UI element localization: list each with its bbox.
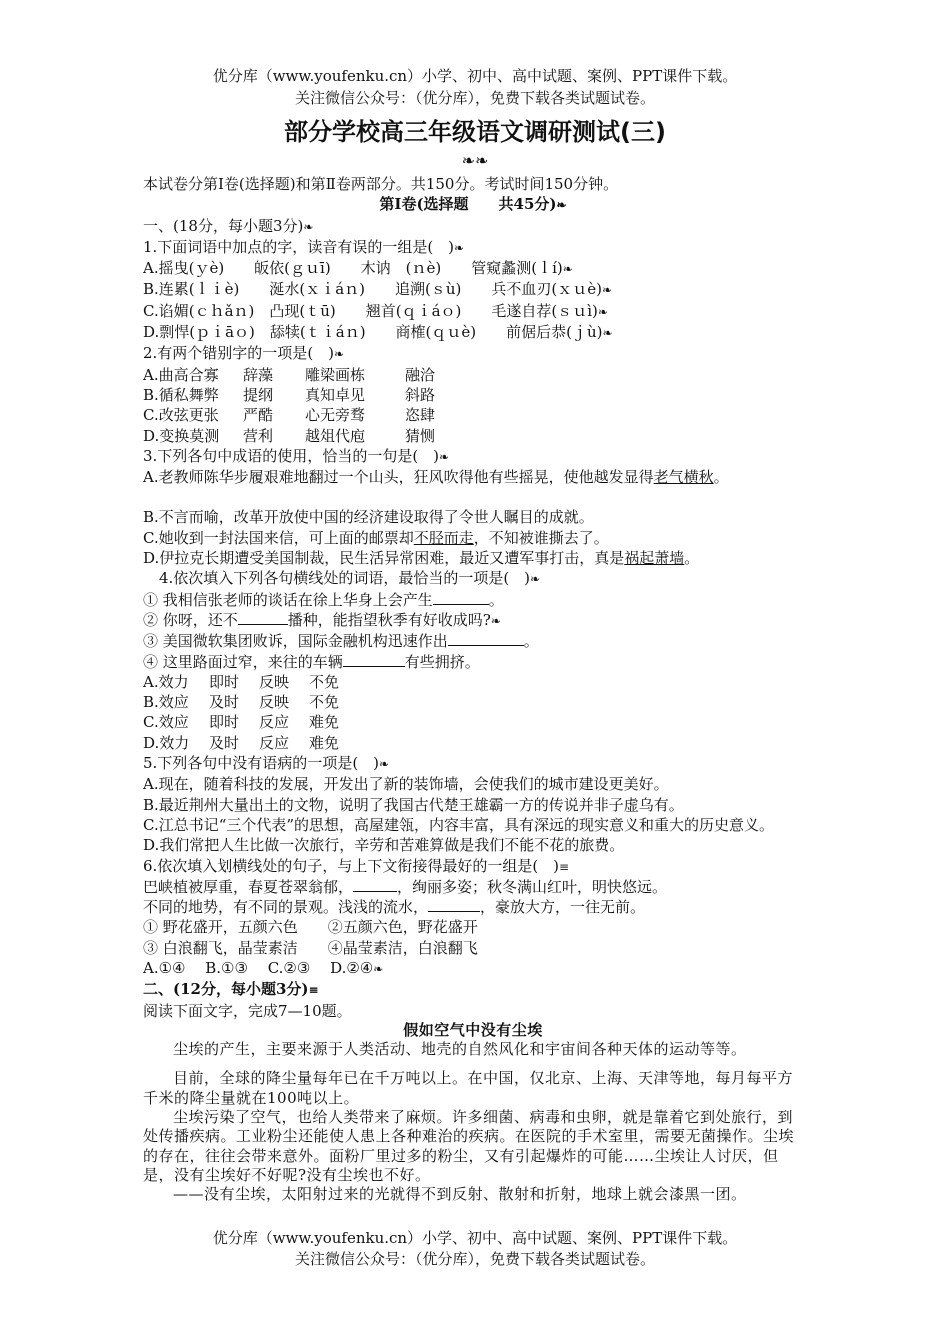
article-paragraph-2: 目前，全球的降尘量每年已在千万吨以上。在中国，仅北京、上海、天津等地，每月每平方千米的降尘量就在100吨以上。 (143, 1069, 794, 1107)
question-1-option-b: B.连累(ｌｉè) 涎水(ｘｉáｎ) 追溯(ｓù) 兵不血刃(ｘｕè)❧ (143, 280, 613, 299)
question-5-option-b: B.最近荆州大量出土的文物，说明了我国古代楚王雄霸一方的传说并非子虚乌有。 (143, 795, 684, 814)
article-paragraph-4: ——没有尘埃，太阳射过来的光就得不到反射、散射和折射，地球上就会漆黑一团。 (173, 1185, 747, 1204)
question-4-sentence-3: ③ 美国微软集团败诉，国际金融机构迅速作出 。 (143, 632, 539, 651)
question-3-option-d: D.伊拉克长期遭受美国制裁，民生活异常困难，最近又遭军事打击，真是祸起萧墙。 (143, 549, 700, 568)
leaf-mark-icon: ❧ (373, 961, 384, 976)
question-4-sentence-1: ① 我相信张老师的谈话在徐上华身上会产生 。 (143, 590, 504, 609)
question-2-stem: 2.有两个错别字的一项是( )❧ (143, 344, 345, 363)
ornament-icon: ❧❧ (461, 151, 489, 170)
leaf-mark-icon: ❧ (530, 572, 541, 587)
question-6-stem: 6.依次填入划横线处的句子，与上下文衔接得最好的一组是( )≡ (143, 856, 570, 875)
question-6-passage-2: 不同的地势，有不同的景观。浅浅的流水， ，豪放大方，一往无前。 (143, 898, 646, 917)
question-2-option-a: A.曲高合寡 辞藻 雕梁画栋 融洽 (143, 365, 436, 384)
question-1-option-c: C.谄媚(ｃｈǎｎ) 凸现(ｔū) 翘首(ｑｉáｏ) 毛遂自荐(ｓｕì)❧ (143, 301, 608, 320)
question-2-option-d: D.变换莫测 营利 越俎代庖 猜恻 (143, 426, 436, 445)
header-line-1: 优分库（www.youfenku.cn）小学、初中、高中试题、案例、PPT课件下载。 (212, 67, 738, 85)
question-2-option-c: C.改弦更张 严酷 心无旁骛 恣肆 (143, 406, 436, 425)
question-4-option-b: B.效应 及时 反映 不免 (143, 693, 340, 712)
leaf-mark-icon: ❧ (334, 347, 345, 362)
question-3-option-c: C.她收到一封法国来信，可上面的邮票却不胫而走，不知被谁撕去了。 (143, 528, 609, 547)
part-one-heading: 一、(18分，每小题3分)❧ (143, 216, 314, 235)
part-two-heading: 二、(12分，每小题3分)≡ (143, 980, 319, 999)
question-4-sentence-2: ② 你呀，还不 播种，能指望秋季有好收成吗?❧ (143, 610, 501, 629)
question-4-option-a: A.效力 即时 反映 不免 (143, 672, 340, 691)
leaf-mark-icon: ❧ (490, 613, 501, 628)
article-paragraph-1: 尘埃的产生，主要来源于人类活动、地壳的自然风化和宇宙间各种天体的运动等等。 (173, 1040, 747, 1059)
question-1-stem: 1.下面词语中加点的字，读音有误的一组是( )❧ (143, 237, 465, 256)
question-5-option-a: A.现在，随着科技的发展，开发出了新的装饰墙，会使我们的城市建设更美好。 (143, 775, 669, 794)
question-5-stem: 5.下列各句中没有语病的一项是( )❧ (143, 754, 390, 773)
question-4-option-c: C.效应 即时 反应 难免 (143, 713, 340, 732)
leaf-mark-icon: ❧ (562, 262, 573, 277)
page-title: 部分学校高三年级语文调研测试(三) (284, 118, 666, 146)
leaf-mark-icon: ❧ (439, 449, 450, 464)
leaf-mark-icon: ❧ (602, 326, 613, 341)
leaf-mark-icon: ❧ (303, 219, 314, 234)
section-heading: 第Ⅰ卷(选择题 共45分)❧ (379, 195, 567, 214)
question-4-option-d: D.效力 及时 反应 难免 (143, 733, 340, 752)
question-2-option-b: B.循私舞弊 提纲 真知卓见 斜路 (143, 385, 436, 404)
question-6-choices-1: ① 野花盛开，五颜六色 ②五颜六色，野花盛开 (143, 918, 478, 937)
equiv-mark-icon: ≡ (308, 983, 319, 998)
question-6-choices-2: ③ 白浪翻飞，晶莹素洁 ④晶莹素洁，白浪翻飞 (143, 938, 478, 957)
question-3-option-b: B.不言而喻，改革开放使中国的经济建设取得了令世人瞩目的成就。 (143, 508, 594, 527)
question-5-option-c: C.江总书记“三个代表”的思想，高屋建瓴，内容丰富，具有深远的现实意义和重大的历史意义。 (143, 815, 775, 834)
question-5-option-d: D.我们常把人生比做一次旅行，辛劳和苦难算做是我们不能不花的旅费。 (143, 836, 625, 855)
question-1-option-a: A.摇曳(ｙè) 皈依(ｇｕī) 木讷 (ｎè) 管窥蠡测(ｌí)❧ (143, 259, 573, 278)
question-4-stem: 4.依次填入下列各句横线处的词语，最恰当的一项是( )❧ (159, 569, 541, 588)
exam-body (143, 174, 803, 1205)
question-1-option-d: D.剽悍(ｐｉāｏ) 舔犊(ｔｉáｎ) 商榷(ｑｕè) 前倨后恭(ｊù)❧ (143, 323, 613, 342)
reading-intro: 阅读下面文字，完成7—10题。 (143, 1001, 352, 1020)
intro-text: 本试卷分第Ⅰ卷(选择题)和第Ⅱ卷两部分。共150分。考试时间150分钟。 (143, 175, 619, 193)
header-line-2: 关注微信公众号：（优分库），免费下载各类试题试卷。 (294, 89, 655, 107)
article (143, 1021, 803, 1205)
question-4-sentence-4: ④ 这里路面过窄，来往的车辆 有些拥挤。 (143, 652, 480, 671)
leaf-mark-icon: ❧ (556, 198, 567, 213)
leaf-mark-icon: ❧ (601, 283, 613, 298)
article-paragraph-3: 尘埃污染了空气，也给人类带来了麻烦。许多细菌、病毒和虫卵，就是靠着它到处旅行，到处传播疾病。工业粉尘还能使人患上各种难治的疾病。在医院的手术室里，需要无菌操作。尘埃的存在，往往会带来意外。面粉厂里过多的粉尘，又有引起爆炸的可能……尘埃让人讨厌，但是，没有尘埃好不好呢?没有尘埃也不好。 (143, 1108, 795, 1184)
question-6-answers: A.①④ B.①③ C.②③ D.②④❧ (143, 958, 384, 977)
question-3-option-a: A.老教师陈华步履艰难地翻过一个山头，狂风吹得他有些摇晃，使他越发显得老气横秋。 (143, 468, 729, 487)
article-title: 假如空气中没有尘埃 (403, 1020, 543, 1039)
footer-line-1: 优分库（www.youfenku.cn）小学、初中、高中试题、案例、PPT课件下载。 (212, 1229, 738, 1247)
equiv-mark-icon: ≡ (559, 859, 570, 874)
leaf-mark-icon: ❧ (597, 304, 608, 319)
question-3-stem: 3.下列各句中成语的使用，恰当的一句是( )❧ (143, 446, 450, 465)
footer-line-2: 关注微信公众号：（优分库），免费下载各类试题试卷。 (294, 1250, 655, 1268)
question-6-passage-1: 巴峡植被厚重，春夏苍翠翁郁， ，绚丽多姿；秋冬满山红叶，明快悠远。 (143, 877, 668, 896)
leaf-mark-icon: ❧ (379, 757, 390, 772)
leaf-mark-icon: ❧ (454, 240, 465, 255)
